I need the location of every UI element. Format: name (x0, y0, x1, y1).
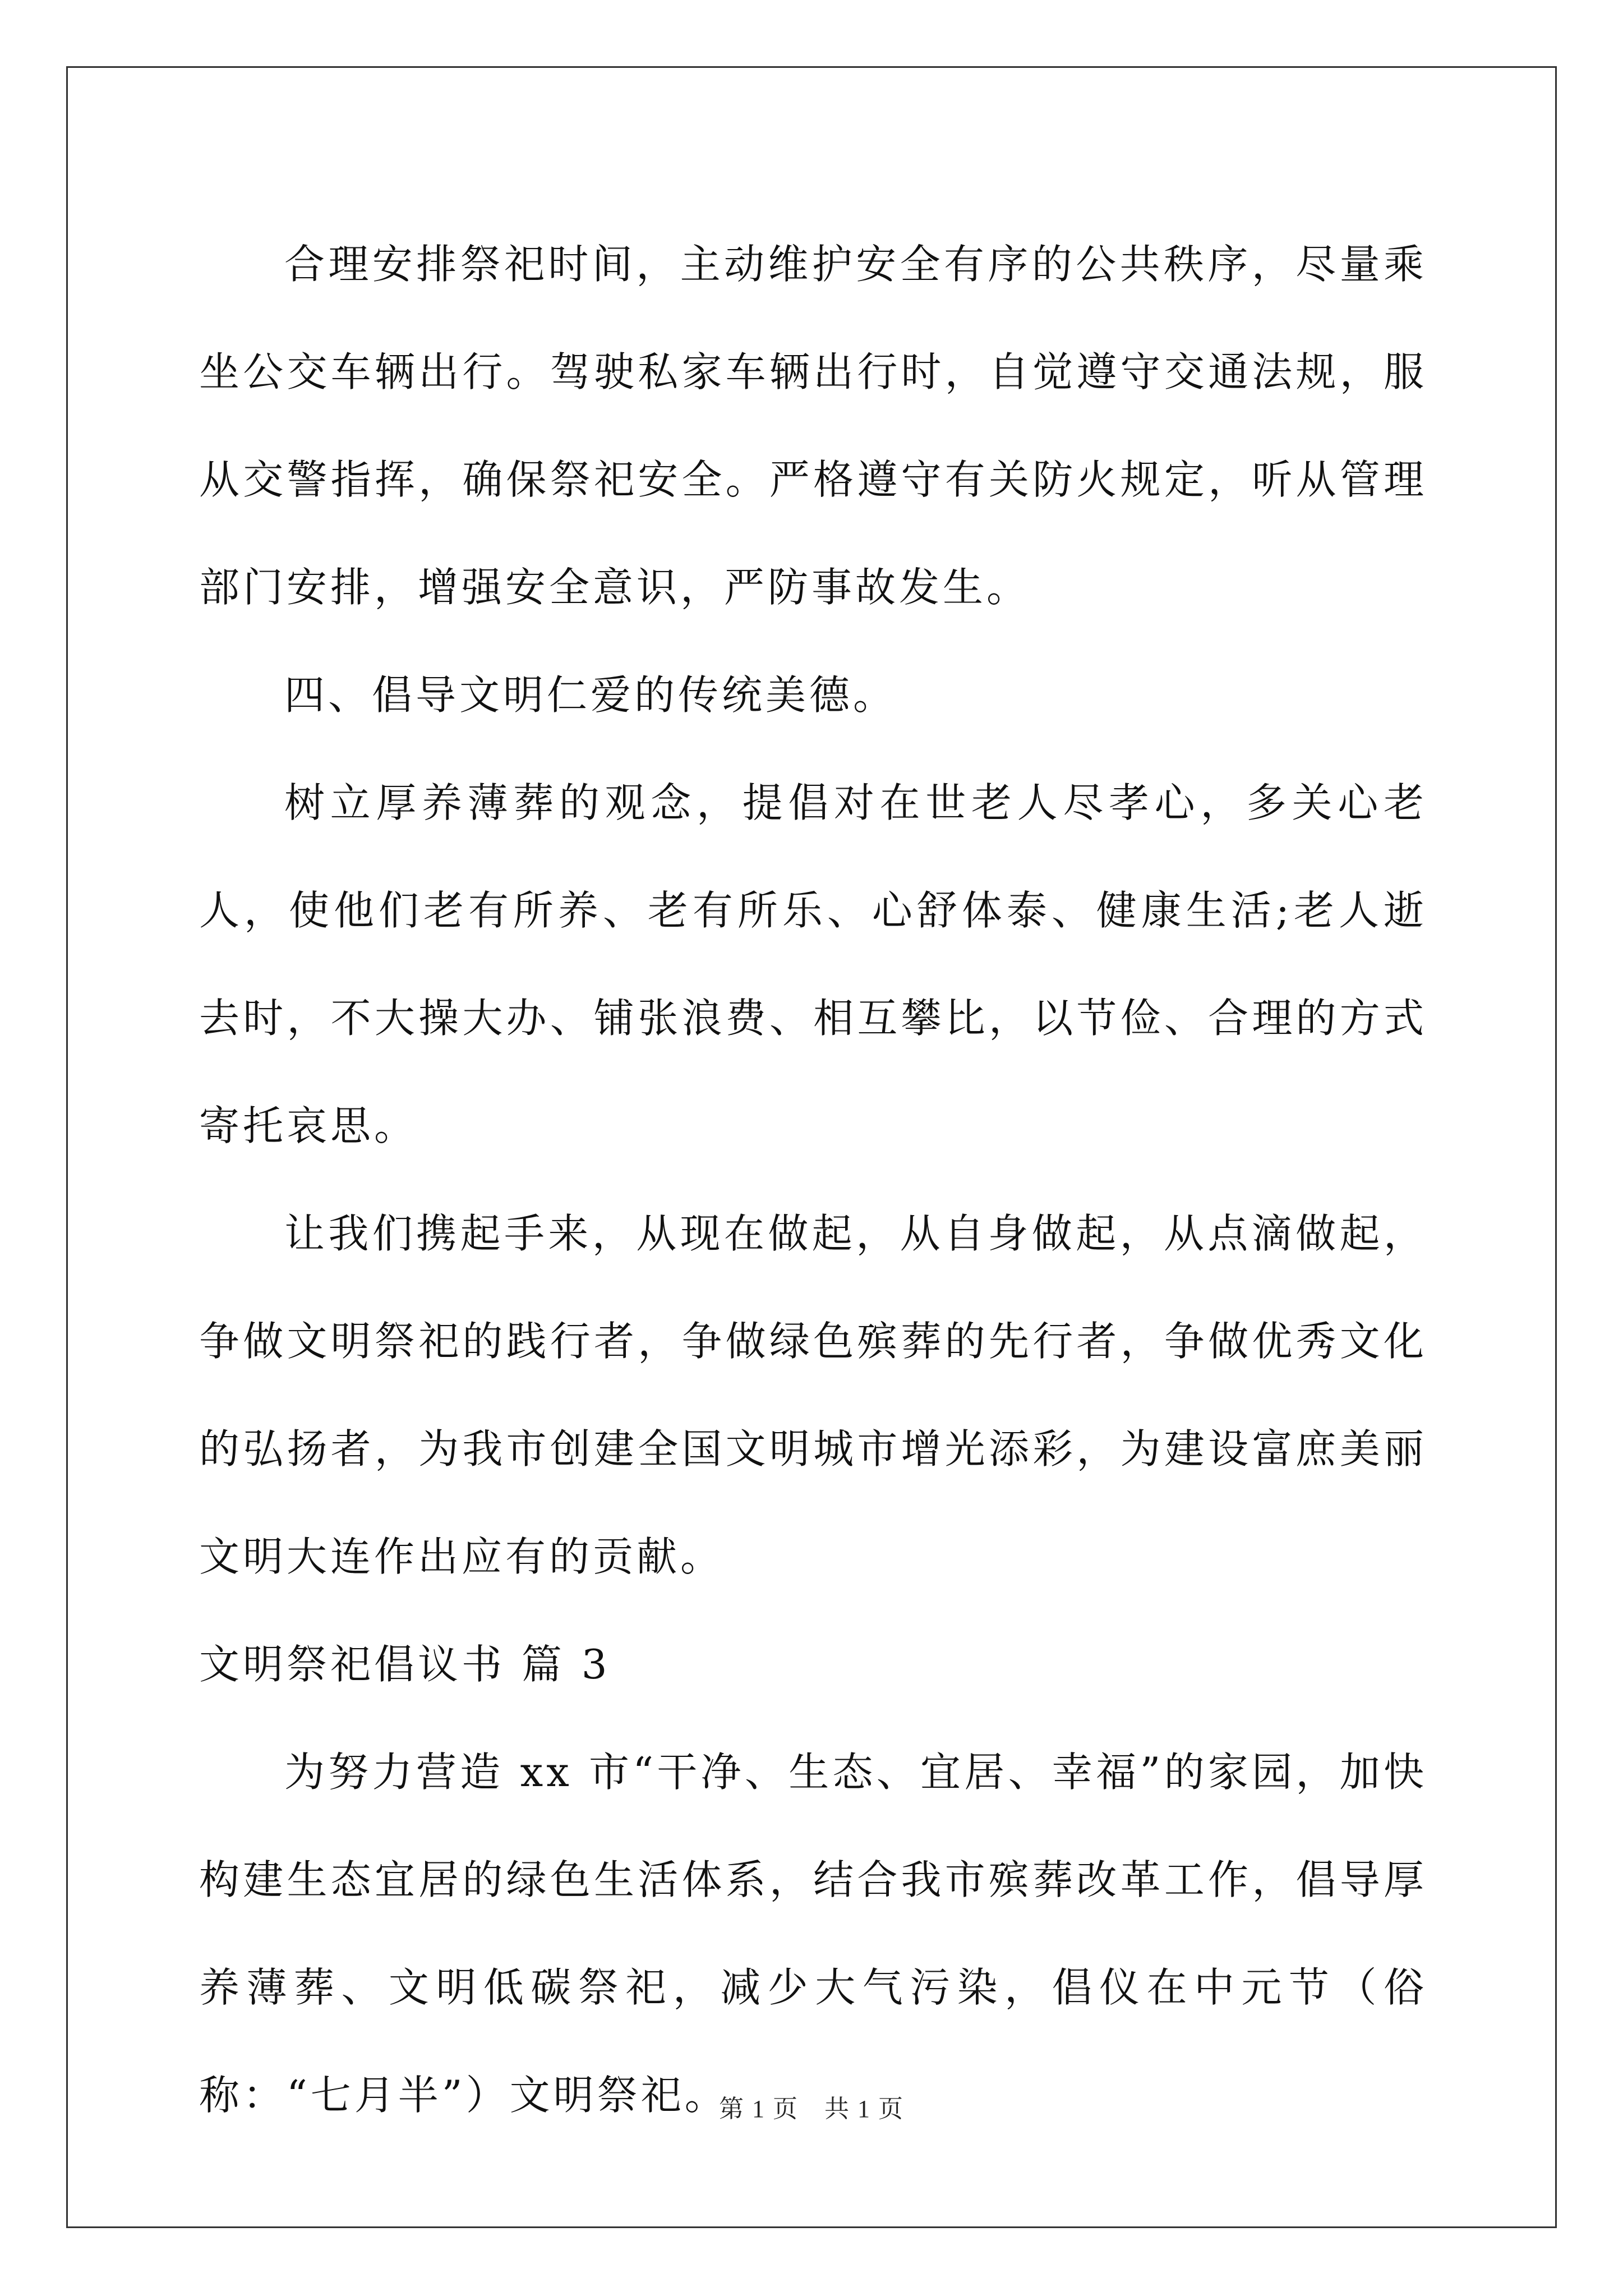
paragraph-call-to-action: 让我们携起手来，从现在做起，从自身做起，从点滴做起，争做文明祭祀的践行者，争做绿色殡葬的先行者，争做优秀文化的弘扬者，为我市创建全国文明城市增光添彩，为建设富庶美丽文明大连作出应有的贡献。 (199, 1210, 1427, 1580)
page-footer: 第 1 页 共 1 页 (719, 2095, 904, 2123)
paragraph-filial-piety: 树立厚养薄葬的观念，提倡对在世老人尽孝心，多关心老人，使他们老有所养、老有所乐、心舒体泰、健康生活;老人逝去时，不大操大办、铺张浪费、相互攀比，以节俭、合理的方式寄托哀思。 (199, 779, 1427, 1149)
paragraph-intro-part3: 为努力营造 xx 市“干净、生态、宜居、幸福”的家园，加快构建生态宜居的绿色生活体系，结合我市殡葬改革工作，倡导厚养薄葬、文明低碳祭祀，减少大气污染，倡仪在中元节（俗称：“七月半”）文明祭祀。 (199, 1749, 1427, 2119)
document-body (199, 210, 1427, 2149)
section-heading: 文明祭祀倡议书 篇 3 (199, 1641, 611, 1688)
paragraph-section-four-title: 四、倡导文明仁爱的传统美德。 (284, 671, 897, 719)
paragraph-safety: 合理安排祭祀时间，主动维护安全有序的公共秩序，尽量乘坐公交车辆出行。驾驶私家车辆出行时，自觉遵守交通法规，服从交警指挥，确保祭祀安全。严格遵守有关防火规定，听从管理部门安排，增强安全意识，严防事故发生。 (199, 241, 1427, 611)
